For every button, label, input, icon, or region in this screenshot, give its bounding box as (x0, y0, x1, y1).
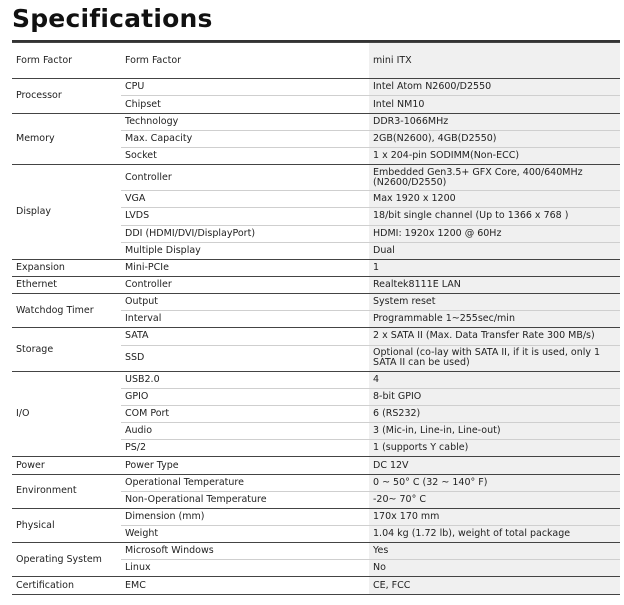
spec-item: Technology (121, 113, 369, 130)
spec-category: Form Factor (12, 43, 121, 79)
spec-item: Form Factor (121, 43, 369, 79)
spec-row (12, 508, 620, 525)
spec-item: Socket (121, 147, 369, 164)
spec-value: 170x 170 mm (369, 508, 620, 525)
spec-category: Processor (12, 79, 121, 113)
spec-category: Expansion (12, 259, 121, 276)
spec-value: Realtek8111E LAN (369, 276, 620, 293)
spec-value: Max 1920 x 1200 (369, 191, 620, 208)
spec-category: Memory (12, 113, 121, 164)
spec-item: PS/2 (121, 440, 369, 457)
spec-item: Non-Operational Temperature (121, 491, 369, 508)
spec-category: Ethernet (12, 276, 121, 293)
spec-value: 4 (369, 371, 620, 388)
spec-value: HDMI: 1920x 1200 @ 60Hz (369, 225, 620, 242)
spec-item: Mini-PCIe (121, 259, 369, 276)
spec-value: 18/bit single channel (Up to 1366 x 768 ) (369, 208, 620, 225)
spec-category: I/O (12, 371, 121, 457)
spec-category: Physical (12, 508, 121, 542)
spec-item: Power Type (121, 457, 369, 474)
spec-item: Audio (121, 423, 369, 440)
spec-value: System reset (369, 294, 620, 311)
spec-value: 2GB(N2600), 4GB(D2550) (369, 130, 620, 147)
spec-row (12, 259, 620, 276)
spec-item: Output (121, 294, 369, 311)
spec-category: Watchdog Timer (12, 294, 121, 328)
spec-row (12, 474, 620, 491)
spec-value: Programmable 1~255sec/min (369, 311, 620, 328)
spec-item: VGA (121, 191, 369, 208)
spec-value: DC 12V (369, 457, 620, 474)
spec-value: 1.04 kg (1.72 lb), weight of total package (369, 526, 620, 543)
spec-value: -20~ 70° C (369, 491, 620, 508)
spec-row (12, 371, 620, 388)
spec-item: Chipset (121, 96, 369, 113)
spec-item: COM Port (121, 406, 369, 423)
spec-value: Optional (co-lay with SATA II, if it is used, only 1 SATA II can be used) (369, 345, 620, 371)
specifications-table (12, 42, 620, 595)
spec-item: Operational Temperature (121, 474, 369, 491)
spec-item: LVDS (121, 208, 369, 225)
page-title: Specifications (12, 4, 213, 33)
spec-value: Dual (369, 242, 620, 259)
spec-row (12, 294, 620, 311)
spec-row (12, 328, 620, 345)
spec-value: 8-bit GPIO (369, 388, 620, 405)
spec-value: 0 ~ 50° C (32 ~ 140° F) (369, 474, 620, 491)
spec-item: SATA (121, 328, 369, 345)
spec-item: Dimension (mm) (121, 508, 369, 525)
spec-item: DDI (HDMI/DVI/DisplayPort) (121, 225, 369, 242)
spec-category: Display (12, 165, 121, 260)
spec-value: 2 x SATA II (Max. Data Transfer Rate 300 MB/s) (369, 328, 620, 345)
spec-item: GPIO (121, 388, 369, 405)
spec-item: USB2.0 (121, 371, 369, 388)
spec-item: Multiple Display (121, 242, 369, 259)
spec-value: 1 (369, 259, 620, 276)
spec-row (12, 165, 620, 191)
spec-value: No (369, 560, 620, 577)
spec-value: CE, FCC (369, 577, 620, 595)
spec-row (12, 577, 620, 595)
spec-row (12, 113, 620, 130)
spec-category: Operating System (12, 543, 121, 577)
spec-row (12, 276, 620, 293)
spec-value: Embedded Gen3.5+ GFX Core, 400/640MHz (N2600/D2550) (369, 165, 620, 191)
spec-value: 3 (Mic-in, Line-in, Line-out) (369, 423, 620, 440)
spec-category: Certification (12, 577, 121, 595)
spec-value: Intel Atom N2600/D2550 (369, 79, 620, 96)
spec-category: Power (12, 457, 121, 474)
specifications-table-body (12, 43, 620, 595)
spec-category: Storage (12, 328, 121, 371)
spec-category: Environment (12, 474, 121, 508)
spec-item: Weight (121, 526, 369, 543)
spec-item: Max. Capacity (121, 130, 369, 147)
spec-item: Linux (121, 560, 369, 577)
spec-item: SSD (121, 345, 369, 371)
spec-item: Interval (121, 311, 369, 328)
spec-row (12, 543, 620, 560)
spec-item: Microsoft Windows (121, 543, 369, 560)
spec-row (12, 79, 620, 96)
spec-value: DDR3-1066MHz (369, 113, 620, 130)
spec-value: 1 (supports Y cable) (369, 440, 620, 457)
spec-item: CPU (121, 79, 369, 96)
spec-item: EMC (121, 577, 369, 595)
spec-value: Intel NM10 (369, 96, 620, 113)
spec-item: Controller (121, 276, 369, 293)
spec-value: Yes (369, 543, 620, 560)
spec-row (12, 43, 620, 79)
spec-item: Controller (121, 165, 369, 191)
spec-value: 1 x 204-pin SODIMM(Non-ECC) (369, 147, 620, 164)
spec-value: mini ITX (369, 43, 620, 79)
spec-row (12, 457, 620, 474)
spec-value: 6 (RS232) (369, 406, 620, 423)
